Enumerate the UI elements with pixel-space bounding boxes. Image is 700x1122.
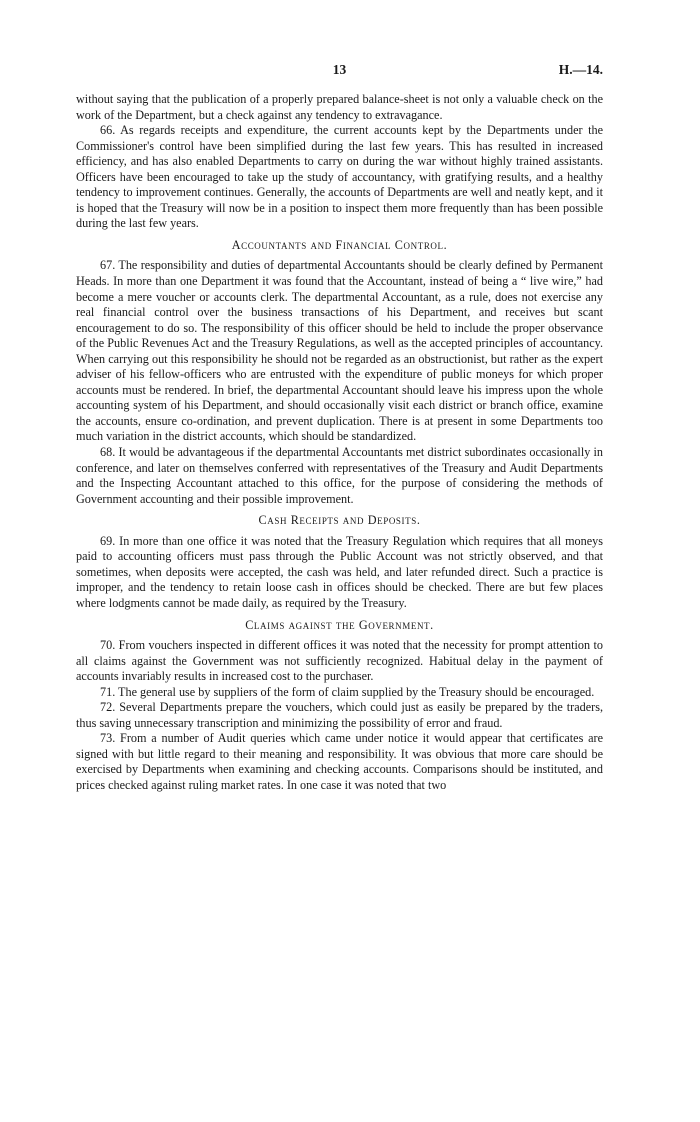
paragraph-67: 67. The responsibility and duties of departmental Accountants should be clearly defined by Permanent Heads. In more than one Department it was found that the Accountant, instead of being a “ live wire,” had become a mere voucher or accounts clerk. The departmental Accountant, as a rule, does not exercise any real financial control over the business transactions of his Department, and receives but scant encouragement to do so. The responsibility of this officer should be held to include the proper observance of the Public Revenues Act and the Treasury Regulations, as well as the accepted principles of accountancy. When carrying out this responsibility he should not be regarded as an obstructionist, but rather as the expert adviser of his fellow-officers who are entrusted with the expenditure of public moneys for which proper accounts must be rendered. In brief, the departmental Accountant should leave his impress upon the whole accounting system of his Department, and should occasionally visit each district or branch office, examine the accounts, ensure co-ordination, and prevent duplication. There is at present in some Departments too much variation in the district accounts, which should be standardized.: [76, 258, 603, 444]
section-heading-accountants: Accountants and Financial Control.: [231, 237, 448, 252]
document-page: [76, 62, 603, 794]
paragraph-71: 71. The general use by suppliers of the form of claim supplied by the Treasury should be encouraged.: [100, 684, 595, 699]
page-header: [76, 62, 603, 82]
paragraph-72: 72. Several Departments prepare the vouchers, which could just as easily be prepared by the traders, thus saving unnecessary transcription and minimizing the possibility of error and fraud.: [76, 700, 603, 730]
document-body: [76, 92, 603, 794]
page-number: 13: [332, 62, 347, 77]
paragraph-73: 73. From a number of Audit queries which came under notice it would appear that certificates are signed with but little regard to their meaning and responsibility. It was obvious that more care should be exercised by Departments when examining and checking accounts. Comparisons should be instituted, and prices checked against ruling market rates. In one case it was noted that two: [76, 731, 603, 792]
paragraph-66: 66. As regards receipts and expenditure, the current accounts kept by the Departments under the Commissioner's control have been simplified during the last few years. This has resulted in increased efficiency, and has also enabled Departments to carry on during the war without highly trained assistants. Officers have been encouraged to take up the study of accountancy, with gratifying results, and a healthy tendency to improvement continues. Generally, the accounts of Departments are well and neatly kept, and it is hoped that the Treasury will now be in a position to inspect them more frequently than has been possible during the last few years.: [76, 123, 603, 231]
paragraph-70: 70. From vouchers inspected in different offices it was noted that the necessity for prompt attention to all claims against the Government was not sufficiently recognized. Habitual delay in the payment of accounts invariably results in increased cost to the purchaser.: [76, 638, 603, 684]
paragraph-68: 68. It would be advantageous if the departmental Accountants met district subordinates occasionally in conference, and later on themselves conferred with representatives of the Treasury and Audit Departments and the Inspecting Accountant attached to this office, for the purpose of considering the methods of Government accounting and their possible improvement.: [76, 445, 603, 506]
paragraph-continued: without saying that the publication of a properly prepared balance-sheet is not only a valuable check on the work of the Department, but a check against any tendency to extravagance.: [76, 92, 603, 122]
paragraph-69: 69. In more than one office it was noted that the Treasury Regulation which requires that all moneys paid to accounting officers must pass through the Public Account was not strictly observed, and that sometimes, when deposits were accepted, the cash was held, and later refunded direct. Such a practice is improper, and the tendency to retain loose cash in offices should be checked. There are but few places where lodgments cannot be made daily, as required by the Treasury.: [76, 533, 603, 610]
section-heading-claims: Claims against the Government.: [245, 617, 434, 632]
document-reference: H.—14.: [558, 62, 603, 77]
section-heading-cash-receipts: Cash Receipts and Deposits.: [258, 513, 421, 528]
